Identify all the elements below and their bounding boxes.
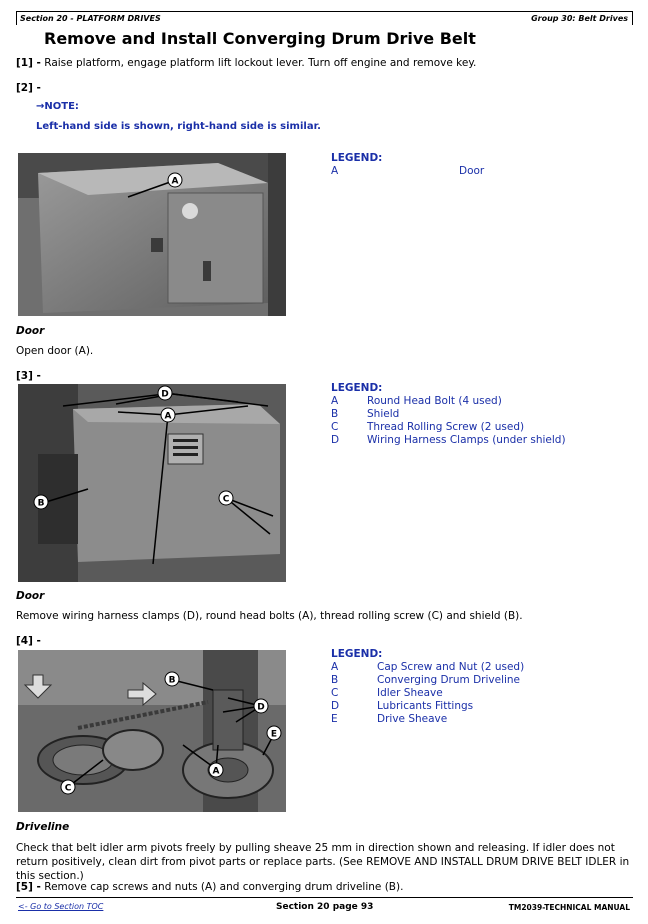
legend-3-text-a: Cap Screw and Nut (2 used) — [377, 661, 525, 673]
header-top-rule — [16, 11, 633, 12]
step-3-number: [3] - — [16, 370, 41, 382]
legend-2-text-a: Round Head Bolt (4 used) — [367, 395, 502, 407]
step-5-number: [5] - — [16, 881, 41, 893]
legend-1-text-a: Door — [459, 165, 485, 177]
legend-1-key-a: A — [331, 165, 339, 177]
legend-3-key-a: A — [331, 661, 339, 673]
door-photo — [18, 153, 286, 316]
step-1-number: [1] - — [16, 57, 41, 69]
legend-3-text-d: Lubricants Fittings — [377, 700, 474, 712]
callout-e: E — [270, 729, 278, 740]
caption-1: Door — [16, 325, 45, 337]
note-label: →NOTE: — [36, 101, 79, 112]
callout-d: D — [257, 702, 265, 713]
legend-2-text-d: Wiring Harness Clamps (under shield) — [367, 434, 566, 446]
legend-2-text-c: Thread Rolling Screw (2 used) — [367, 421, 525, 433]
step-4-number: [4] - — [16, 635, 41, 647]
header-section: Section 20 - PLATFORM DRIVES — [20, 14, 161, 23]
footer-manual: TM2039-TECHNICAL MANUAL — [508, 903, 630, 912]
step-5 — [16, 881, 403, 893]
go-to-section-toc-link[interactable]: <- Go to Section TOC — [18, 902, 104, 911]
footer-rule — [16, 897, 633, 898]
legend-1-title: LEGEND: — [331, 152, 383, 164]
legend-3-key-c: C — [331, 687, 339, 699]
step-1 — [16, 57, 476, 69]
legend-3-title: LEGEND: — [331, 648, 383, 660]
legend-2-key-d: D — [331, 434, 340, 446]
fig1-desc: Open door (A). — [16, 345, 94, 357]
note-text: Left-hand side is shown, right-hand side is similar. — [36, 121, 321, 132]
legend-3-text-c: Idler Sheave — [377, 687, 443, 699]
footer-page: Section 20 page 93 — [276, 902, 374, 912]
shield-photo — [18, 384, 286, 582]
caption-2: Door — [16, 590, 45, 602]
callout-b: B — [37, 498, 45, 509]
legend-3-texts — [377, 661, 524, 726]
legend-3-keys — [331, 661, 339, 726]
legend-2-key-b: B — [331, 408, 339, 420]
legend-3-text-e: Drive Sheave — [377, 713, 448, 725]
legend-3-text-b: Converging Drum Driveline — [377, 674, 521, 686]
legend-2-title: LEGEND: — [331, 382, 383, 394]
step-2-number: [2] - — [16, 82, 41, 94]
callout-a: A — [171, 176, 179, 187]
callout-c: C — [64, 783, 72, 794]
header-left-rule — [16, 11, 17, 25]
step-1-text: Raise platform, engage platform lift lockout lever. Turn off engine and remove key. — [44, 57, 477, 69]
driveline-photo — [18, 650, 286, 812]
callout-a: A — [212, 766, 220, 777]
legend-2-key-a: A — [331, 395, 339, 407]
callout-a: A — [164, 411, 172, 422]
legend-3-key-d: D — [331, 700, 340, 712]
fig3-desc: Check that belt idler arm pivots freely by pulling sheave 25 mm in direction shown and releasing. If idler does not return positively, clean dirt from pivot parts or replace parts. (See REMOVE AND INSTALL DRUM DRIVE BELT IDLER in this section.) — [16, 842, 630, 882]
legend-3-key-b: B — [331, 674, 339, 686]
legend-3-key-e: E — [331, 713, 338, 725]
step-5-text: Remove cap screws and nuts (A) and converging drum driveline (B). — [44, 881, 404, 893]
callout-c: C — [222, 494, 230, 505]
legend-2-keys — [331, 395, 339, 447]
header-group: Group 30: Belt Drives — [531, 14, 628, 23]
caption-3: Driveline — [16, 821, 70, 833]
legend-2-key-c: C — [331, 421, 339, 433]
fig2-desc: Remove wiring harness clamps (D), round head bolts (A), thread rolling screw (C) and shield (B). — [16, 610, 523, 622]
callout-d: D — [161, 389, 169, 400]
callout-b: B — [168, 675, 176, 686]
legend-2-text-b: Shield — [367, 408, 400, 420]
header-right-rule — [632, 11, 633, 25]
page-title: Remove and Install Converging Drum Drive Belt — [44, 29, 476, 48]
legend-2-texts — [367, 395, 566, 447]
